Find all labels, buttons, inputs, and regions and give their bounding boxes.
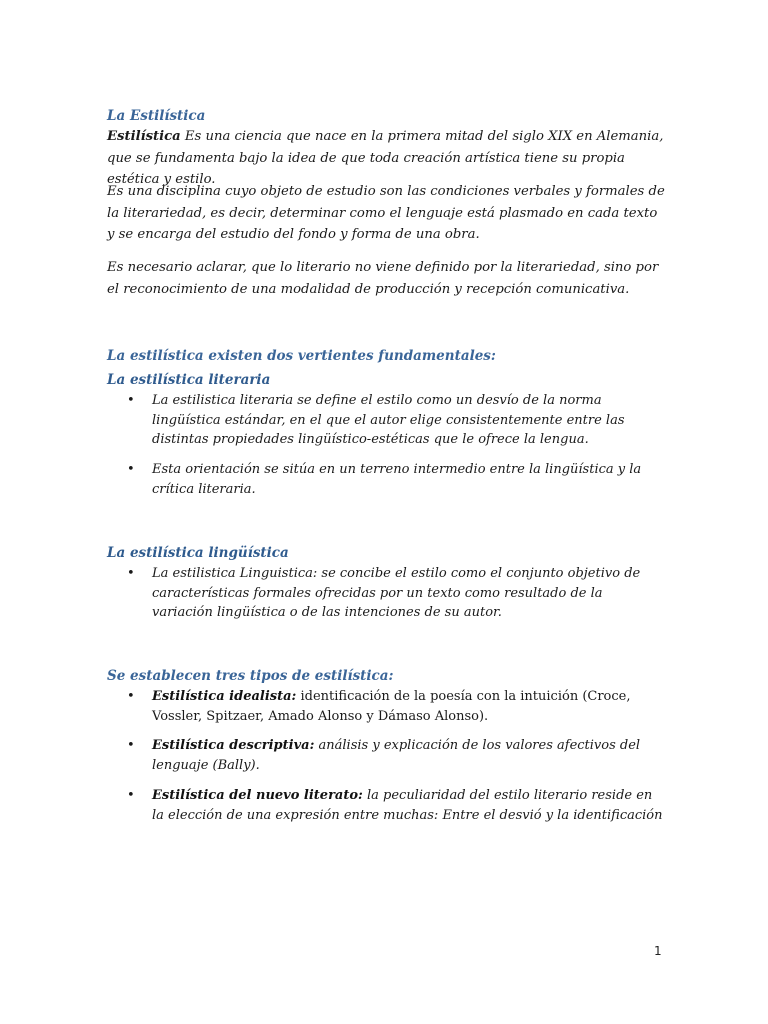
tipo-description: identificación de la poesía con la intuición (Croce, Vossler, Spitzaer, Amado Alonso y Dámaso Alonso). (152, 689, 631, 724)
list-item-text: La estilistica Linguistica: se concibe el estilo como el conjunto objetivo de características formales ofrecidas por un texto como resultado de la variación lingüística o de las intenciones de su autor. (152, 566, 641, 621)
linguistica-list (107, 564, 667, 623)
tipos-list (107, 687, 667, 825)
list-item (107, 736, 667, 775)
literaria-list (107, 391, 667, 500)
tipo-separator: : (309, 738, 315, 754)
tipo-description: la peculiaridad del estilo literario reside en la elección de una expresión entre muchas: Entre el desvió y la identificación (152, 787, 663, 823)
bullet-icon: • (127, 393, 135, 408)
bullet-icon: • (127, 566, 135, 581)
list-item (107, 564, 667, 623)
bullet-icon: • (127, 462, 135, 478)
literaria-heading: La estilística literaria (107, 372, 271, 388)
intro-lead-term: Estilística (107, 129, 181, 144)
list-item-text: La estilistica literaria se define el estilo como un desvío de la norma lingüística estándar, en el que el autor elige consistentemente entre las distintas propiedades lingüístico-estéticas que le ofrece la lengua. (152, 393, 625, 448)
list-item (107, 391, 667, 450)
tipos-heading: Se establecen tres tipos de estilística: (107, 668, 394, 684)
tipo-separator: : (358, 787, 363, 803)
vertientes-heading: La estilística existen dos vertientes fundamentales: (107, 348, 496, 364)
intro-text: Es una ciencia que nace en la primera mitad del siglo XIX en Alemania, que se fundamenta bajo la idea de que toda creación artística tiene su propia estética y estilo. (107, 129, 664, 187)
list-item (107, 786, 667, 825)
document-title: La Estilística (107, 108, 206, 124)
tipo-term: Estilística idealista (152, 689, 292, 704)
list-item (107, 687, 667, 726)
tipo-term: Estilística descriptiva (152, 738, 310, 754)
list-item-text: Esta orientación se sitúa en un terreno intermedio entre la lingüística y la crítica literaria. (152, 462, 642, 497)
tipo-separator: : (291, 689, 297, 704)
tipo-description: análisis y explicación de los valores afectivos del lenguaje (Bally). (152, 738, 641, 774)
bullet-icon: • (127, 787, 135, 803)
bullet-icon: • (127, 738, 135, 754)
definition-paragraph: Es una disciplina cuyo objeto de estudio son las condiciones verbales y formales de la literariedad, es decir, determinar como el lenguaje está plasmado en cada texto y se encarga del estudio del fondo y forma de una obra. (107, 184, 665, 242)
list-item (107, 460, 667, 499)
tipo-term: Estilística del nuevo literato (152, 787, 359, 803)
clarification-paragraph: Es necesario aclarar, que lo literario no viene definido por la literariedad, sino por el reconocimiento de una modalidad de producción y recepción comunicativa. (107, 260, 659, 297)
page-number: 1 (654, 944, 662, 958)
linguistica-heading: La estilística lingüística (107, 545, 289, 561)
bullet-icon: • (127, 689, 135, 704)
